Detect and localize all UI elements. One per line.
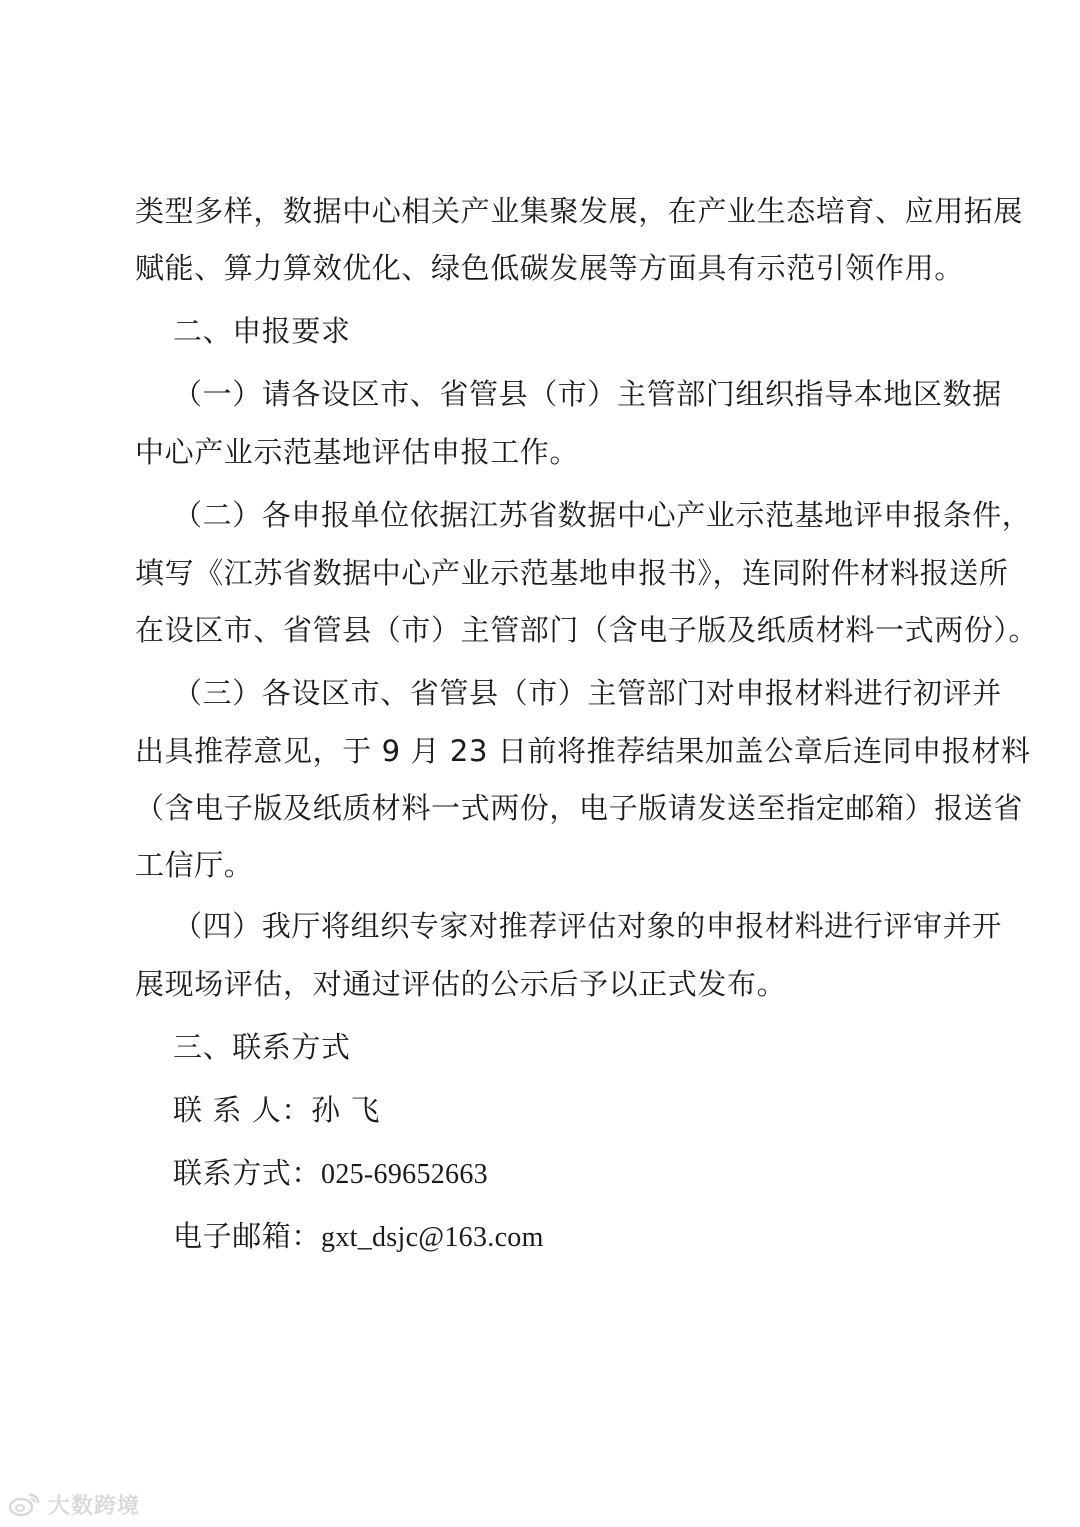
contact-email-value: gxt_dsjc@163.com <box>321 1222 544 1253</box>
contact-person-label: 联 系 人： <box>173 1093 312 1127</box>
item2-line-1: （二）各申报单位依据江苏省数据中心产业示范基地评申报条件， <box>173 498 1032 532</box>
weibo-logo-icon <box>8 1490 42 1518</box>
item3-line-1: （三）各设区市、省管县（市）主管部门对申报材料进行初评并 <box>173 676 1002 710</box>
item4-line-1: （四）我厅将组织专家对推荐评估对象的申报材料进行评审并开 <box>173 909 1002 943</box>
contact-person-value: 孙 飞 <box>311 1093 381 1127</box>
contact-phone-value: 025-69652663 <box>321 1159 488 1190</box>
contact-email-label: 电子邮箱： <box>173 1219 322 1253</box>
item3-line-3: （含电子版及纸质材料一式两份，电子版请发送至指定邮箱）报送省 <box>135 791 1024 825</box>
intro-line-2: 赋能、算力算效优化、绿色低碳发展等方面具有示范引领作用。 <box>135 251 964 285</box>
contact-email-row <box>173 1218 988 1256</box>
contact-phone-label: 联系方式： <box>173 1156 322 1190</box>
watermark-text: 大数跨境 <box>48 1493 141 1519</box>
section-heading-contact: 三、联系方式 <box>173 1030 351 1064</box>
item1-line-1: （一）请各设区市、省管县（市）主管部门组织指导本地区数据 <box>173 377 1002 411</box>
watermark <box>8 1487 140 1521</box>
item2-line-2: 填写《江苏省数据中心产业示范基地申报书》，连同附件材料报送所 <box>135 556 1009 590</box>
intro-line-1: 类型多样，数据中心相关产业集聚发展，在产业生态培育、应用拓展 <box>135 194 1024 228</box>
item3-line-2: 出具推荐意见，于 9 月 23 日前将推荐结果加盖公章后连同申报材料 <box>135 734 1031 768</box>
item1-line-2: 中心产业示范基地评估申报工作。 <box>135 435 580 469</box>
item4-line-2: 展现场评估，对通过评估的公示后予以正式发布。 <box>135 967 787 1001</box>
item2-line-3: 在设区市、省管县（市）主管部门（含电子版及纸质材料一式两份）。 <box>135 613 1039 647</box>
section-heading-requirements: 二、申报要求 <box>173 314 351 348</box>
contact-phone-row <box>173 1155 988 1193</box>
contact-person-row <box>173 1092 988 1128</box>
item3-line-4: 工信厅。 <box>135 848 254 882</box>
